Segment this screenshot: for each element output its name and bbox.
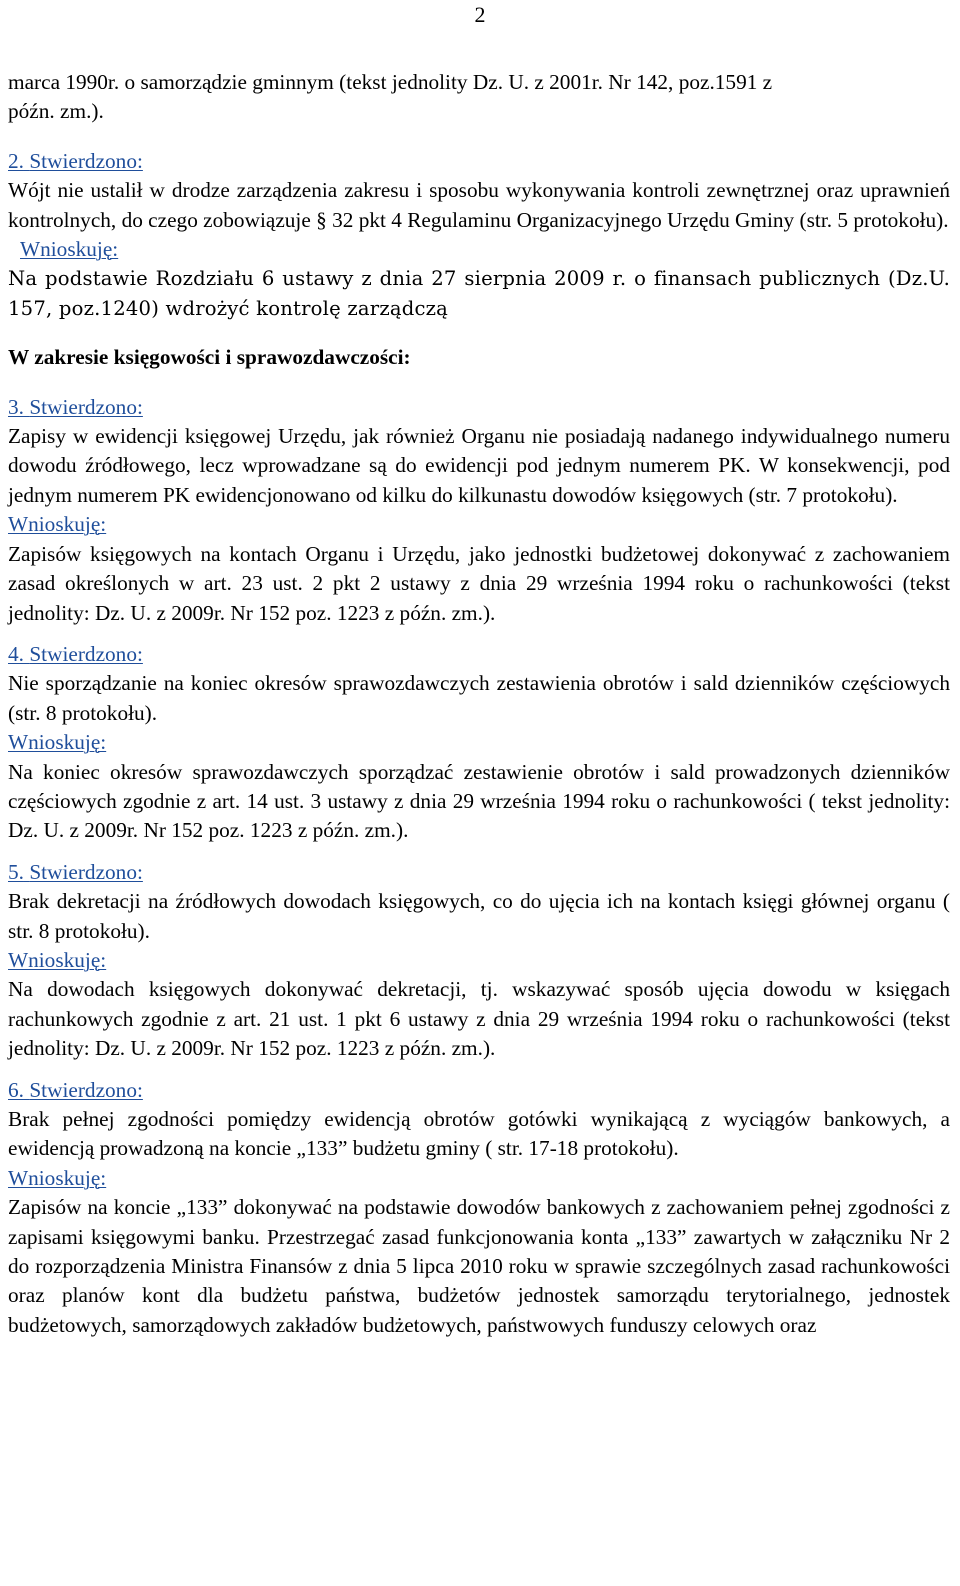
finding-2-heading: [8, 147, 950, 176]
finding-5-heading: [8, 858, 950, 887]
finding-5: [8, 858, 950, 1064]
finding-2-text: Wójt nie ustalił w drodze zarządzenia zakresu i sposobu wykonywania kontroli zewnętrznej oraz uprawnień kontrolnych, do czego zobowiązuje § 32 pkt 4 Regulaminu Organizacyjnego Urzędu Gminy (str. 5 protokołu).: [8, 178, 950, 232]
finding-2-request-text: Na podstawie Rozdziału 6 ustawy z dnia 27 sierpnia 2009 r. o finansach publicznych (Dz.U. 157, poz.1240) wdrożyć kontrolę zarządczą: [8, 267, 950, 320]
finding-3-heading: [8, 393, 950, 422]
intro-line-1: marca 1990r. o samorządzie gminnym (tekst jednolity Dz. U. z 2001r. Nr 142, poz.1591 z: [8, 70, 773, 94]
finding-3-request-text: Zapisów księgowych na kontach Organu i Urzędu, jako jednostki budżetowej dokonywać z zachowaniem zasad określonych w art. 23 ust. 2 pkt 2 ustawy z dnia 29 września 1994 roku o rachunkowości (tekst jednolity: Dz. U. z 2009r. Nr 152 poz. 1223 z późn. zm.).: [8, 541, 950, 625]
intro-line-2: późn. zm.).: [8, 99, 104, 124]
document-body: [8, 68, 950, 1340]
finding-2-number: 2.: [8, 148, 24, 173]
spacer: [8, 127, 950, 147]
finding-2-heading-label: Stwierdzono:: [29, 148, 143, 173]
spacer: [8, 1064, 950, 1076]
finding-3-number: 3.: [8, 394, 24, 419]
page-number: 2: [474, 2, 486, 27]
spacer: [8, 323, 950, 343]
finding-4-text: Nie sporządzanie na koniec okresów sprawozdawczych zestawienia obrotów i sald dzienników częściowych (str. 8 protokołu).: [8, 671, 950, 725]
finding-5-request-text: Na dowodach księgowych dokonywać dekretacji, tj. wskazywać sposób ujęcia dowodu w księgach rachunkowych zgodnie z art. 21 ust. 1 pkt 6 ustawy z dnia 29 września 1994 roku o rachunkowości (tekst jednolity: Dz. U. z 2009r. Nr 152 poz. 1223 z późn. zm.).: [8, 977, 950, 1061]
section-title: W zakresie księgowości i sprawozdawczości:: [8, 345, 411, 370]
finding-3-text: Zapisy w ewidencji księgowej Urzędu, jak również Organu nie posiadają nadanego indywidualnego numeru dowodu źródłowego, lecz wprowadzane są do ewidencji pod jednym numerem PK. W konsekwencji, pod jednym numerem PK ewidencjonowano od kilku do kilkunastu dowodów księgowych (str. 7 protokołu).: [8, 424, 950, 507]
finding-6-heading: [8, 1076, 950, 1105]
finding-4-heading-label: Stwierdzono:: [29, 641, 143, 666]
finding-4-request-text: Na koniec okresów sprawozdawczych sporządzać zestawienie obrotów i sald prowadzonych dzienników częściowych zgodnie z art. 14 ust. 3 ustawy z dnia 29 września 1994 roku o rachunkowości ( tekst jednolity: Dz. U. z 2009r. Nr 152 poz. 1223 z późn. zm.).: [8, 759, 950, 843]
finding-4: [8, 640, 950, 846]
finding-3-request-label: Wnioskuję:: [8, 512, 107, 537]
spacer: [8, 846, 950, 858]
finding-6-number: 6.: [8, 1077, 24, 1102]
finding-6-heading-label: Stwierdzono:: [29, 1077, 143, 1102]
finding-2: [8, 147, 950, 323]
finding-4-number: 4.: [8, 641, 24, 666]
finding-5-request-label: Wnioskuję:: [8, 947, 107, 972]
finding-3-heading-label: Stwierdzono:: [29, 394, 143, 419]
finding-6-text: Brak pełnej zgodności pomiędzy ewidencją obrotów gotówki wynikającą z wyciągów bankowych, a ewidencją prowadzoną na koncie „133” budżetu gminy ( str. 17-18 protokołu).: [8, 1107, 950, 1161]
finding-5-number: 5.: [8, 859, 24, 884]
spacer: [8, 373, 950, 393]
finding-5-heading-label: Stwierdzono:: [29, 859, 143, 884]
finding-6-request-text: Zapisów na koncie „133” dokonywać na podstawie dowodów bankowych z zachowaniem pełnej zgodności z zapisami księgowymi banku. Przestrzegać zasad funkcjonowania konta „133” zawartych w załączniku Nr 2 do rozporządzenia Ministra Finansów z dnia 5 lipca 2010 roku w sprawie szczególnych zasad rachunkowości oraz planów kont dla budżetu państwa, budżetów jednostek samorządu terytorialnego, jednostek budżetowych, samorządowych zakładów budżetowych, państwowych funduszy celowych oraz: [8, 1195, 950, 1337]
finding-4-request-label: Wnioskuję:: [8, 730, 107, 755]
finding-6: [8, 1076, 950, 1341]
spacer: [8, 628, 950, 640]
finding-4-heading: [8, 640, 950, 669]
intro-paragraph: [8, 68, 950, 127]
finding-6-request-label: Wnioskuję:: [8, 1165, 107, 1190]
finding-3: [8, 393, 950, 628]
finding-2-request-label: Wnioskuję:: [20, 237, 119, 262]
finding-5-text: Brak dekretacji na źródłowych dowodach księgowych, co do ujęcia ich na kontach księgi głównej organu ( str. 8 protokołu).: [8, 889, 950, 943]
